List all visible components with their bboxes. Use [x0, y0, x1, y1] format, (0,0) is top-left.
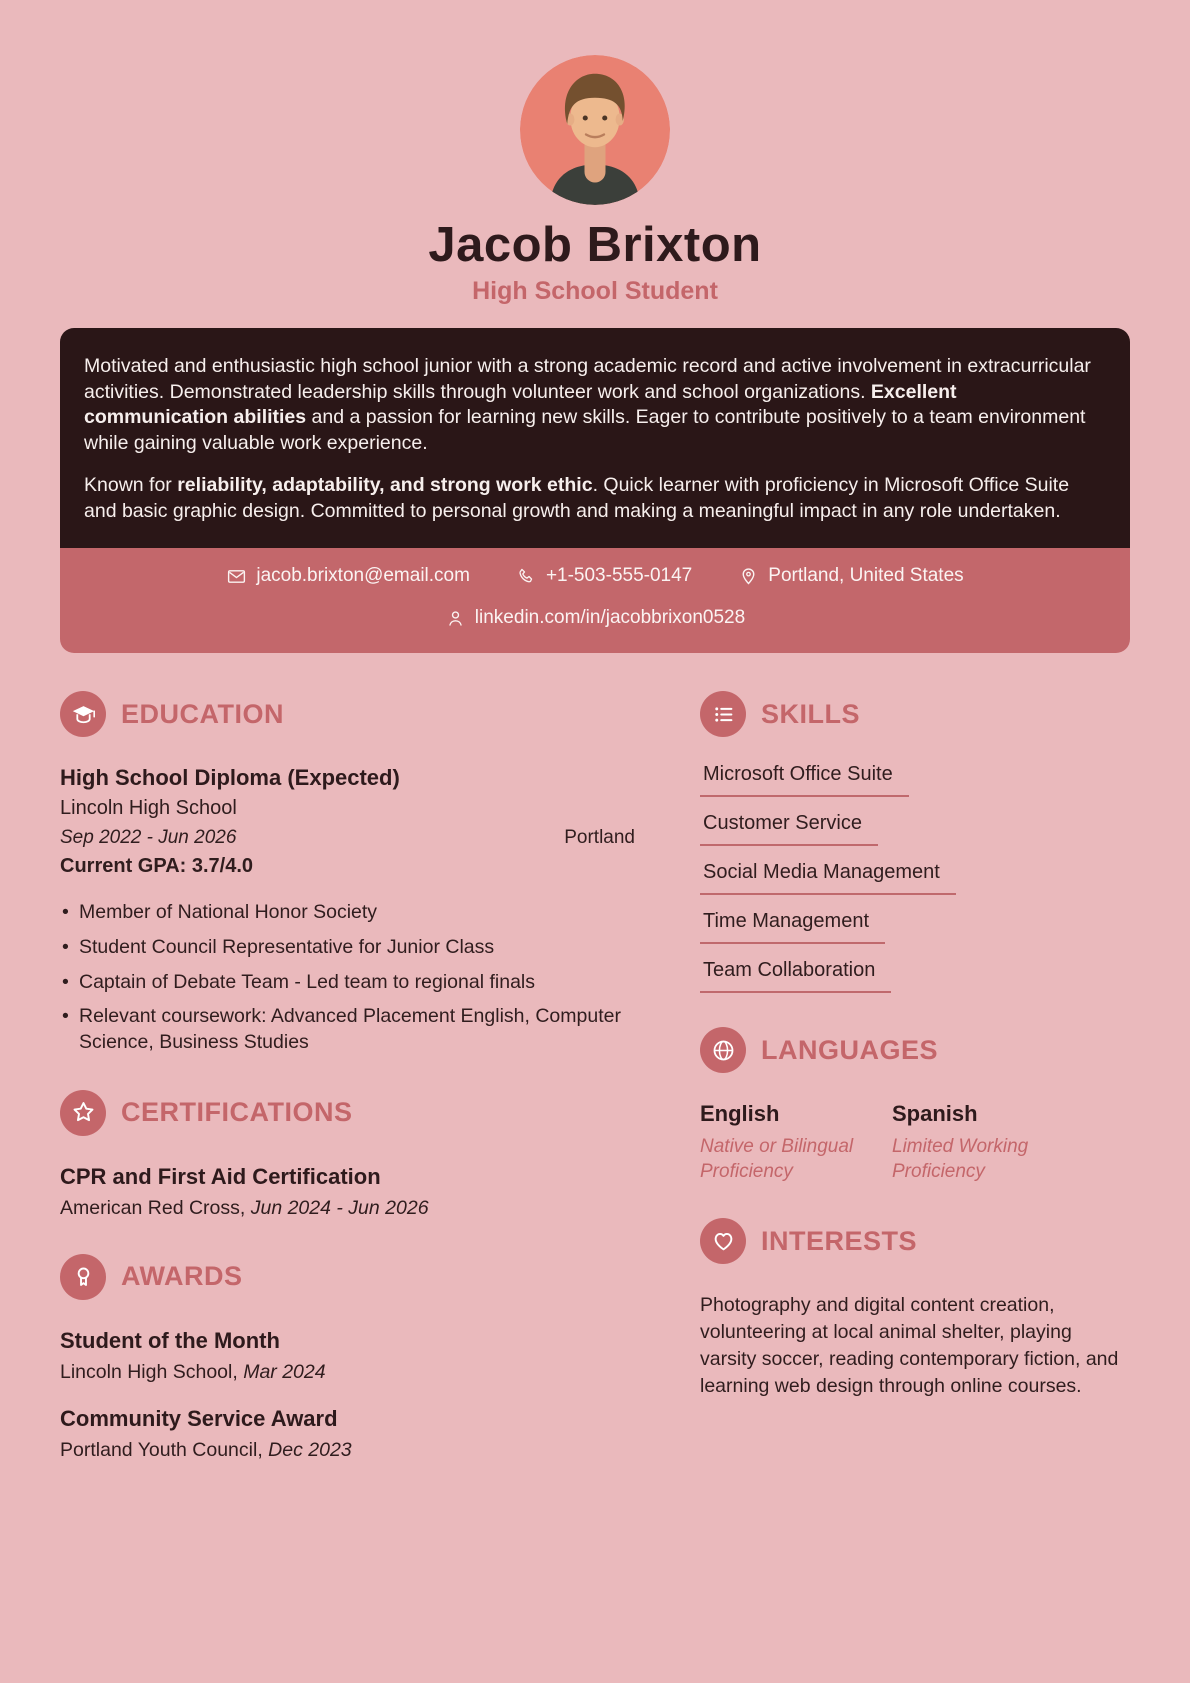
interests-header	[700, 1218, 1130, 1264]
contact-row-primary	[72, 565, 1118, 587]
awards-section	[60, 1254, 635, 1462]
left-column	[60, 691, 635, 1496]
summary-box	[60, 328, 1130, 548]
graduation-cap-icon	[60, 691, 106, 737]
certification-issuer: American Red Cross,	[60, 1196, 246, 1219]
contact-email-text: jacob.brixton@email.com	[256, 565, 470, 587]
list-icon	[700, 691, 746, 737]
interests-title: INTERESTS	[761, 1225, 918, 1256]
envelope-icon	[226, 566, 247, 587]
education-bullet: • Student Council Representative for Junior Class	[60, 935, 635, 961]
contact-linkedin	[445, 607, 745, 629]
skill-item: Team Collaboration	[700, 959, 891, 993]
awards-header	[60, 1254, 635, 1300]
languages-section	[700, 1027, 1130, 1184]
language-name: Spanish	[892, 1101, 978, 1127]
skills-section	[700, 691, 1130, 993]
portrait-illustration	[520, 55, 670, 205]
education-bullet: • Relevant coursework: Advanced Placement English, Computer Science, Business Studies	[60, 1004, 635, 1055]
contact-location-text: Portland, United States	[768, 565, 964, 587]
certifications-header	[60, 1090, 635, 1136]
contact-linkedin-text: linkedin.com/in/jacobbrixon0528	[474, 607, 746, 629]
medal-icon	[60, 1254, 106, 1300]
language-entry	[700, 1101, 892, 1184]
map-pin-icon	[738, 566, 759, 587]
skill-item: Customer Service	[700, 812, 878, 846]
award-issuer: Portland Youth Council,	[60, 1438, 263, 1461]
interests-section	[700, 1218, 1130, 1400]
interests-text: Photography and digital content creation, volunteering at local animal shelter, playing varsity soccer, reading contemporary fiction, and learning web design through online courses.	[700, 1294, 1119, 1398]
certification-name: CPR and First Aid Certification	[60, 1163, 381, 1189]
language-entry	[892, 1101, 1130, 1184]
heart-icon	[700, 1218, 746, 1264]
contact-email	[226, 565, 470, 587]
skills-title: SKILLS	[761, 698, 861, 729]
language-level: Limited Working Proficiency	[892, 1136, 1029, 1183]
awards-title: AWARDS	[121, 1261, 243, 1292]
award-name: Community Service Award	[60, 1405, 338, 1431]
person-icon	[445, 608, 466, 629]
languages-title: LANGUAGES	[761, 1034, 939, 1065]
award-issuer: Lincoln High School,	[60, 1360, 238, 1383]
star-icon	[60, 1090, 106, 1136]
award-issuer-line	[60, 1439, 635, 1462]
skill-item: Social Media Management	[700, 861, 956, 895]
contact-phone	[516, 565, 692, 587]
languages-header	[700, 1027, 1130, 1073]
education-section	[60, 691, 635, 1056]
contact-row-secondary	[72, 607, 1118, 629]
award-entry	[60, 1406, 635, 1462]
person-name: Jacob Brixton	[428, 218, 762, 272]
summary-paragraph: Known for reliability, adaptability, and strong work ethic. Quick learner with proficiency in Microsoft Office Suite and basic graphic design. Committed to personal growth and making a meaningful impact in any role undertaken.	[84, 474, 1070, 522]
education-header	[60, 691, 635, 737]
certification-issuer-line	[60, 1197, 635, 1220]
education-degree: High School Diploma (Expected)	[60, 765, 400, 791]
certifications-section	[60, 1090, 635, 1220]
award-name: Student of the Month	[60, 1327, 280, 1353]
award-entry	[60, 1328, 635, 1384]
education-dates: Sep 2022 - Jun 2026	[60, 827, 237, 849]
award-date: Mar 2024	[243, 1360, 326, 1383]
award-date: Dec 2023	[268, 1438, 352, 1461]
phone-icon	[516, 566, 537, 587]
language-name: English	[700, 1101, 780, 1127]
education-school: Lincoln High School	[60, 797, 237, 820]
education-bullet: • Captain of Debate Team - Led team to regional finals	[60, 970, 635, 996]
education-gpa: Current GPA: 3.7/4.0	[60, 855, 254, 878]
education-location: Portland	[564, 827, 635, 849]
certifications-title: CERTIFICATIONS	[121, 1097, 353, 1128]
contact-phone-text: +1-503-555-0147	[545, 565, 693, 587]
education-bullets	[60, 900, 635, 1056]
summary-paragraph: Motivated and enthusiastic high school junior with a strong academic record and active involvement in extracurricular activities. Demonstrated leadership skills through volunteer work and school organizations. Excellent communication abilities and a passion for learning new skills. Eager to contribute positively to a team environment while gaining valuable work experience.	[84, 355, 1091, 454]
right-column	[700, 691, 1130, 1496]
contact-location	[738, 565, 963, 587]
certification-dates: Jun 2024 - Jun 2026	[250, 1196, 429, 1219]
contact-bar	[60, 548, 1130, 653]
profile-photo	[520, 55, 670, 205]
education-dates-row	[60, 827, 635, 849]
skill-item: Microsoft Office Suite	[700, 763, 909, 797]
languages-list	[700, 1101, 1130, 1184]
language-level: Native or Bilingual Proficiency	[700, 1136, 854, 1183]
person-job-title: High School Student	[472, 277, 718, 305]
skills-header	[700, 691, 1130, 737]
education-bullet: • Member of National Honor Society	[60, 900, 635, 926]
education-title: EDUCATION	[121, 698, 284, 729]
skill-item: Time Management	[700, 910, 885, 944]
content-columns	[60, 691, 1130, 1496]
award-issuer-line	[60, 1361, 635, 1384]
globe-icon	[700, 1027, 746, 1073]
skills-list	[700, 763, 1130, 993]
